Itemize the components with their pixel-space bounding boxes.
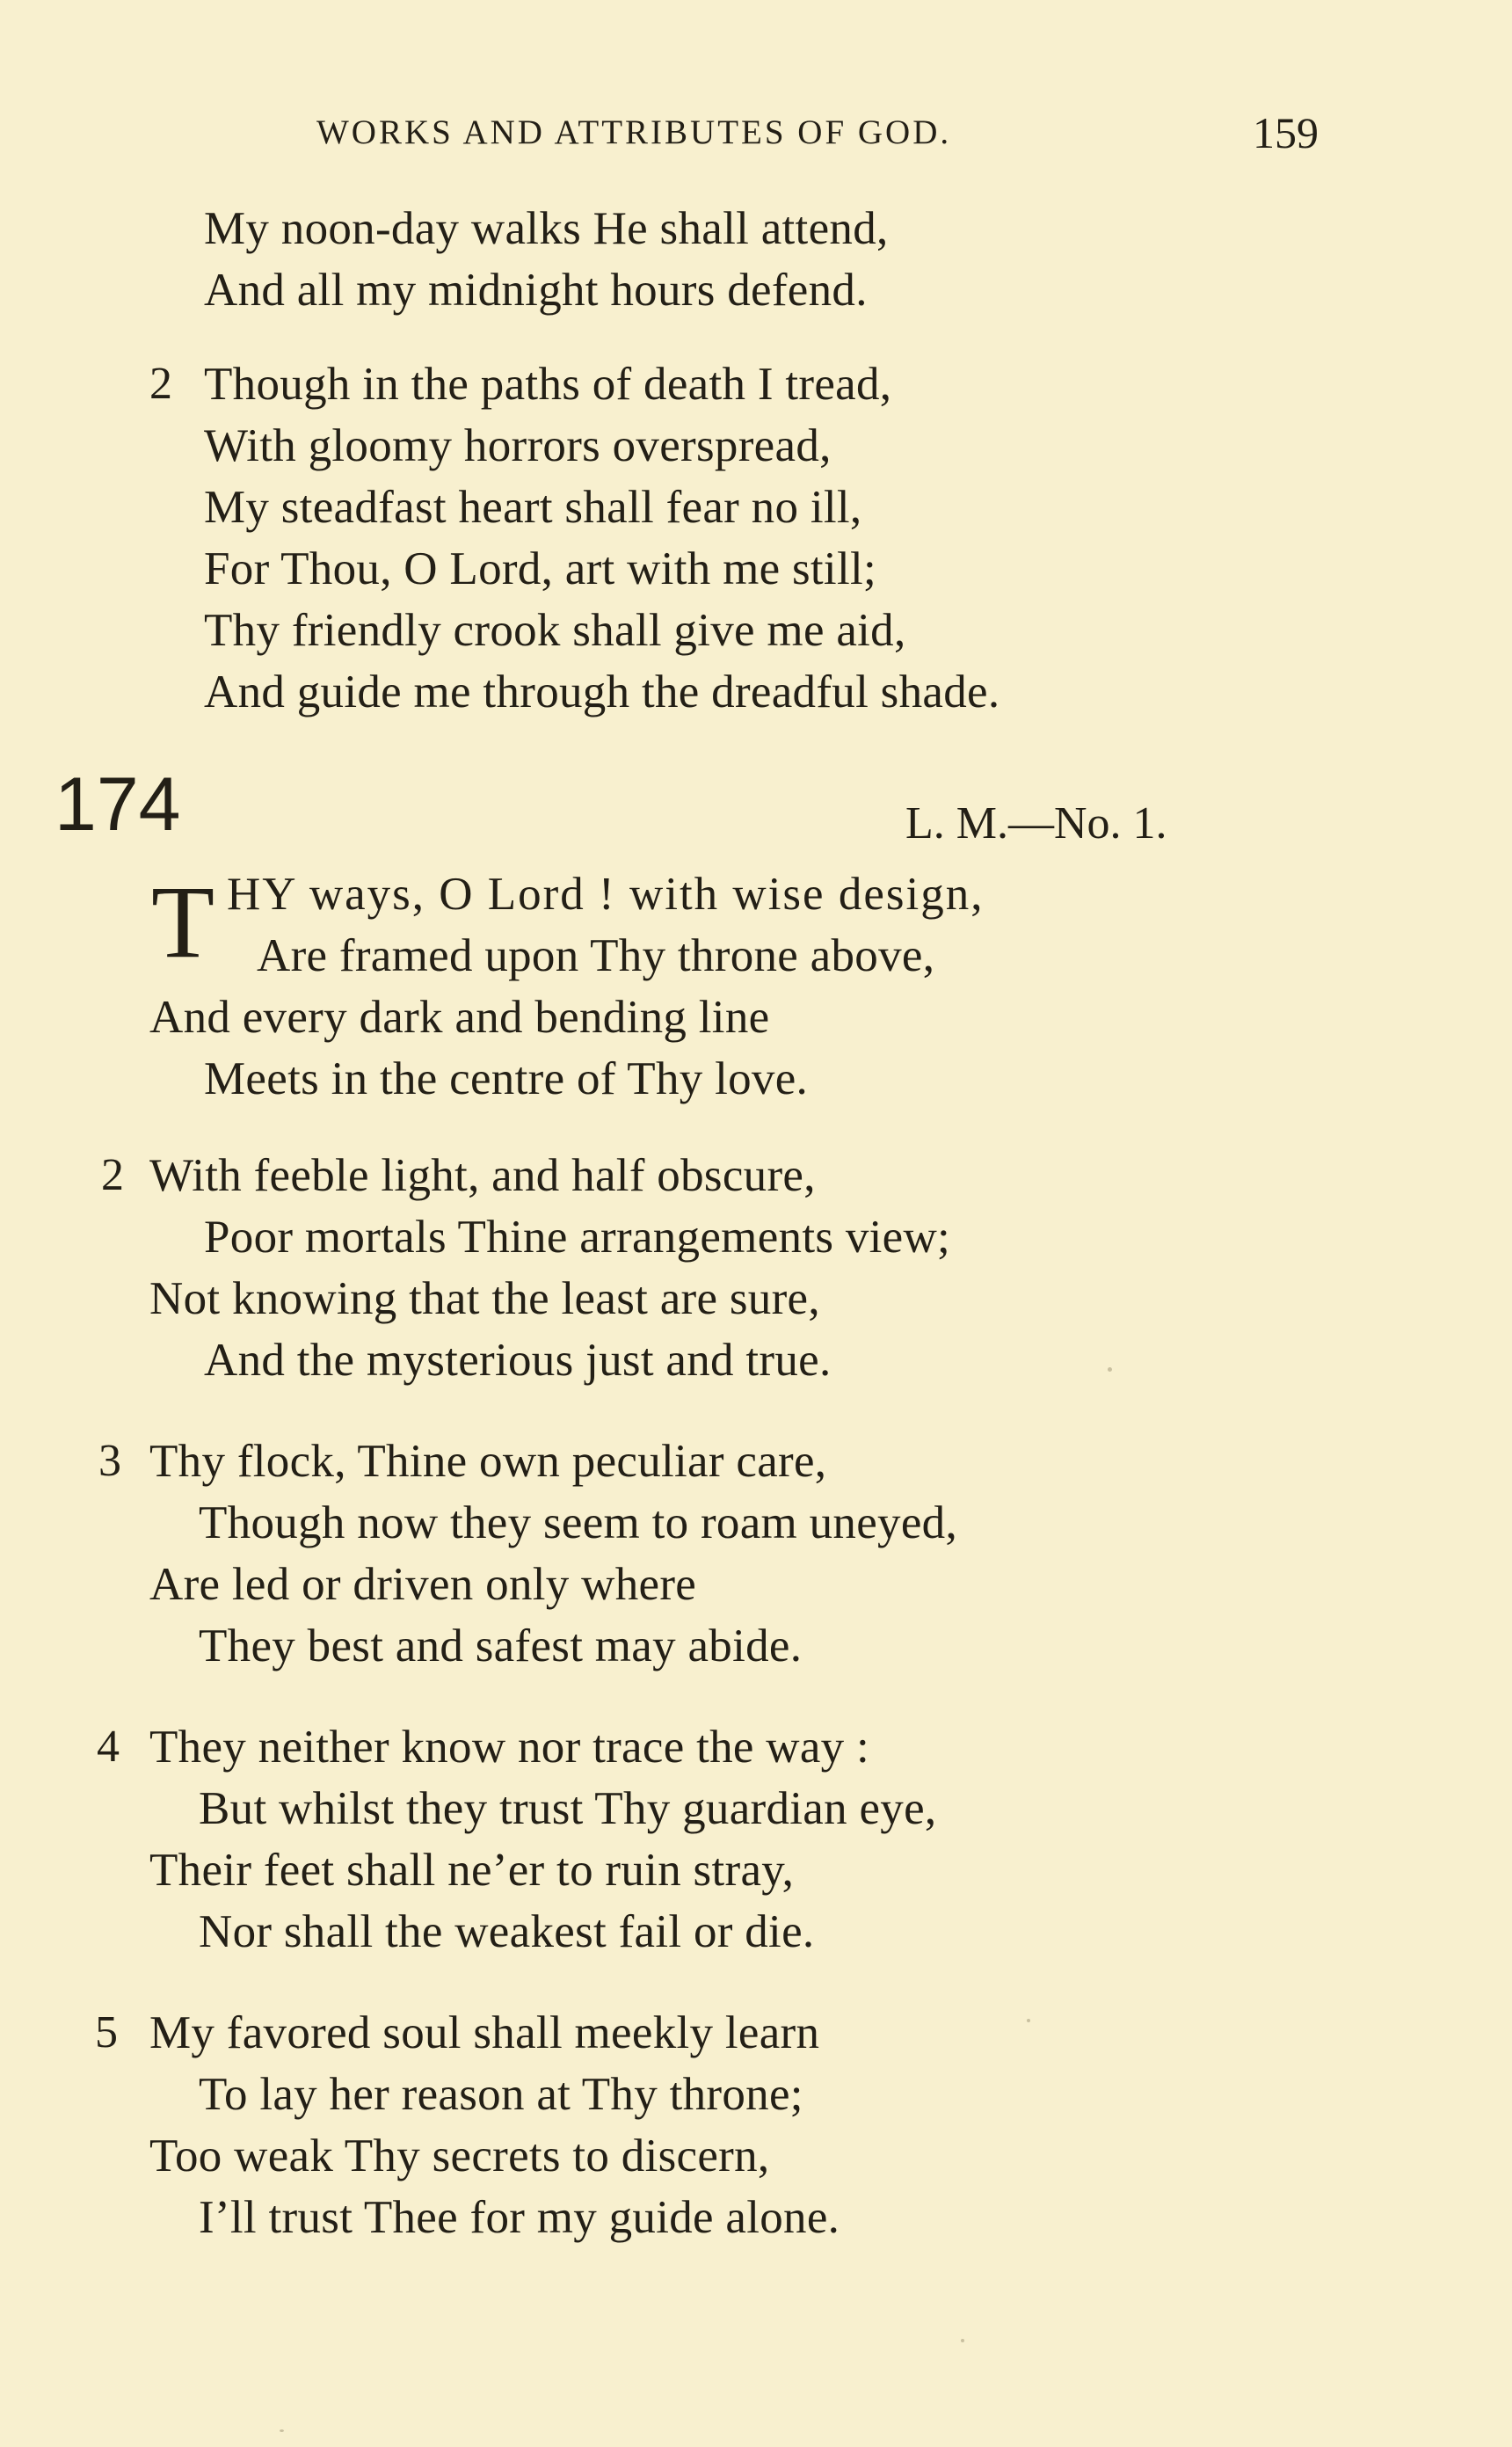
verse-line: With feeble light, and half obscure, <box>149 1150 816 1201</box>
verse-line: Though now they seem to roam uneyed, <box>199 1497 958 1548</box>
verse-line: Thy flock, Thine own peculiar care, <box>149 1436 827 1487</box>
stanza-number: 2 <box>101 1150 124 1200</box>
paper-speck <box>961 2339 964 2342</box>
verse-line: My favored soul shall meekly learn <box>149 2007 820 2058</box>
verse-line: And every dark and bending line <box>149 992 770 1043</box>
stanza-number: 5 <box>95 2007 118 2057</box>
drop-cap: T <box>151 864 215 980</box>
stanza-number: 3 <box>98 1436 121 1486</box>
verse-line: They best and safest may abide. <box>199 1620 803 1671</box>
verse-line: And all my midnight hours defend. <box>204 265 868 316</box>
stanza-number: 2 <box>149 359 172 409</box>
verse-line: HY ways, O Lord ! with wise design, <box>227 869 985 920</box>
verse-line: My noon-day walks He shall attend, <box>204 203 889 254</box>
verse-line: And the mysterious just and true. <box>204 1335 832 1386</box>
hymn-number: 174 <box>55 762 181 847</box>
verse-line: To lay her reason at Thy throne; <box>199 2069 803 2120</box>
verse-line: For Thou, O Lord, art with me still; <box>204 543 877 594</box>
verse-line: But whilst they trust Thy guardian eye, <box>199 1783 937 1834</box>
verse-line: And guide me through the dreadful shade. <box>204 666 1000 717</box>
verse-line: Are framed upon Thy throne above, <box>257 930 935 981</box>
verse-line: Their feet shall ne’er to ruin stray, <box>149 1845 795 1896</box>
verse-line: They neither know nor trace the way : <box>149 1722 870 1773</box>
page-number: 159 <box>1253 108 1319 157</box>
verse-line: With gloomy horrors overspread, <box>204 420 832 471</box>
verse-line: Thy friendly crook shall give me aid, <box>204 605 906 656</box>
paper-speck <box>1027 2019 1030 2022</box>
paper-speck <box>280 2429 284 2432</box>
verse-line: Nor shall the weakest fail or die. <box>199 1906 815 1957</box>
verse-line: My steadfast heart shall fear no ill, <box>204 482 862 533</box>
verse-line: Poor mortals Thine arrangements view; <box>204 1212 951 1263</box>
verse-line: Are led or driven only where <box>149 1559 697 1610</box>
verse-line: Though in the paths of death I tread, <box>204 359 892 410</box>
verse-line: Too weak Thy secrets to discern, <box>149 2130 770 2181</box>
verse-line: Not knowing that the least are sure, <box>149 1273 820 1324</box>
running-title: WORKS AND ATTRIBUTES OF GOD. <box>316 113 952 151</box>
page-header <box>316 107 1354 160</box>
hymn-meter: L. M.—No. 1. <box>905 798 1167 848</box>
verse-line: I’ll trust Thee for my guide alone. <box>199 2192 840 2243</box>
stanza-number: 4 <box>97 1722 120 1772</box>
verse-line: Meets in the centre of Thy love. <box>204 1053 809 1104</box>
paper-speck <box>1108 1367 1112 1372</box>
